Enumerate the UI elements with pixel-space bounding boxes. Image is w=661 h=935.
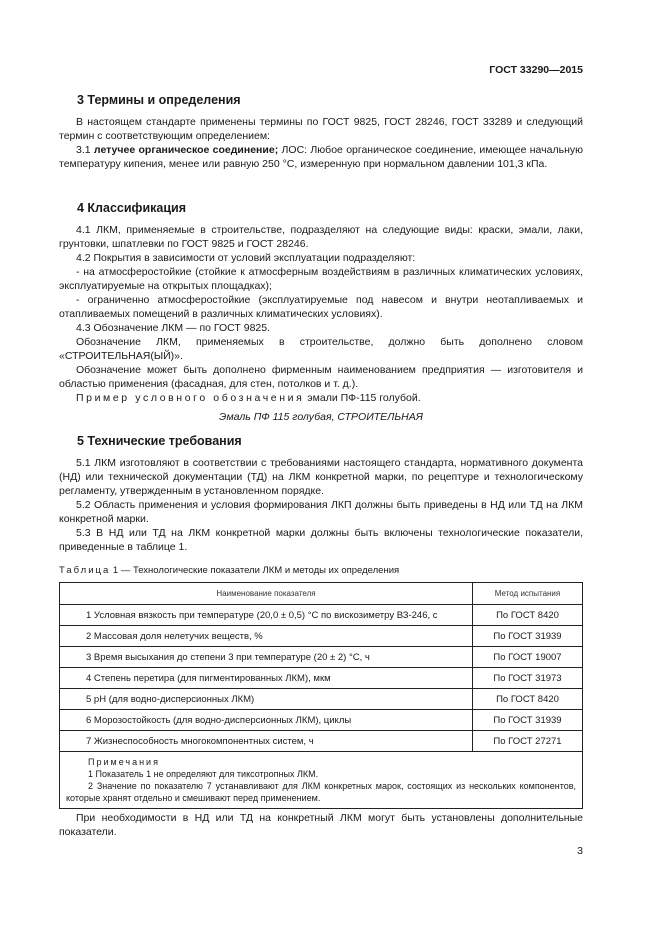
table-row <box>60 647 583 668</box>
s3-term-definition: ЛОС: Любое органическое соединение, имеющее начальную температуру кипения, менее или равную 250 °С, измеренную при нормальном давлении 101,3 кПа. <box>59 144 583 170</box>
page-number: 3 <box>577 845 583 857</box>
s3-term-number: 3.1 <box>76 144 94 156</box>
test-method: По ГОСТ 31939 <box>473 710 583 731</box>
s4-example-intro <box>59 391 583 405</box>
table-caption-title: 1 — Технологические показатели ЛКМ и методы их определения <box>112 565 400 576</box>
table-notes <box>60 752 583 809</box>
s4-paragraph-7: Обозначение может быть дополнено фирменным наименованием предприятия — изготовителя и областью применения (фасадная, для стен, потолков и т. д.). <box>59 364 583 390</box>
final-paragraph: При необходимости в НД или ТД на конкретный ЛКМ могут быть установлены дополнительные показатели. <box>59 812 583 838</box>
s4-paragraph-3: - на атмосферостойкие (стойкие к атмосферным воздействиям в различных климатических условиях, эксплуатируемые на открытых площадках); <box>59 266 583 292</box>
document-code: ГОСТ 33290—2015 <box>489 64 583 76</box>
s4-paragraph-1: 4.1 ЛКМ, применяемые в строительстве, подразделяют на следующие виды: краски, эмали, лаки, грунтовки, шпатлевки по ГОСТ 9825 и ГОСТ 28246. <box>59 224 583 250</box>
test-method: По ГОСТ 8420 <box>473 605 583 626</box>
s5-paragraph-2: 5.2 Область применения и условия формирования ЛКП должны быть приведены в НД или ТД на ЛКМ конкретной марки. <box>59 499 583 525</box>
indicator-name: 7 Жизнеспособность многокомпонентных систем, ч <box>60 731 473 752</box>
s3-paragraph-1: В настоящем стандарте применены термины по ГОСТ 9825, ГОСТ 28246, ГОСТ 33289 и следующий термин с соответствующим определением: <box>59 116 583 142</box>
section-5-body <box>59 456 583 554</box>
s5-paragraph-3: 5.3 В НД или ТД на ЛКМ конкретной марки должны быть включены технологические показатели, приведенные в таблице 1. <box>59 527 583 553</box>
closing-paragraph <box>59 811 583 839</box>
example-label: Пример условного обозначения <box>76 392 305 404</box>
note-2: 2 Значение по показателю 7 устанавливают для ЛКМ конкретных марок, состоящих из нескольких компонентов, которые хранят отдельно и смешивают перед применением. <box>66 781 576 803</box>
s4-paragraph-6: Обозначение ЛКМ, применяемых в строительстве, должно быть дополнено словом «СТРОИТЕЛЬНАЯ(ЫЙ)». <box>59 336 583 362</box>
table-row <box>60 710 583 731</box>
test-method: По ГОСТ 8420 <box>473 689 583 710</box>
s3-paragraph-2 <box>59 143 583 171</box>
section-3-body <box>59 115 583 171</box>
indicators-table <box>59 582 583 809</box>
test-method: По ГОСТ 19007 <box>473 647 583 668</box>
section-4-body <box>59 223 583 424</box>
indicator-name: 6 Морозостойкость (для водно-дисперсионных ЛКМ), циклы <box>60 710 473 731</box>
table-row <box>60 689 583 710</box>
section-4-title: 4 Классификация <box>77 201 187 215</box>
note-1: 1 Показатель 1 не определяют для тиксотропных ЛКМ. <box>88 769 319 779</box>
indicator-name: 3 Время высыхания до степени 3 при температуре (20 ± 2) °С, ч <box>60 647 473 668</box>
notes-title: Примечания <box>88 757 160 767</box>
indicator-name: 1 Условная вязкость при температуре (20,0 ± 0,5) °С по вискозиметру ВЗ-246, с <box>60 605 473 626</box>
s4-paragraph-5: 4.3 Обозначение ЛКМ — по ГОСТ 9825. <box>76 322 271 334</box>
example-designation: Эмаль ПФ 115 голубая, СТРОИТЕЛЬНАЯ <box>219 411 423 423</box>
table-caption-label: Таблица <box>59 565 111 576</box>
s4-paragraph-2: 4.2 Покрытия в зависимости от условий эксплуатации подразделяют: <box>76 252 416 264</box>
section-3-title: 3 Термины и определения <box>77 93 241 107</box>
indicator-name: 5 pH (для водно-дисперсионных ЛКМ) <box>60 689 473 710</box>
s5-paragraph-1: 5.1 ЛКМ изготовляют в соответствии с требованиями настоящего стандарта, нормативного документа (НД) или технической документации (ТД) на ЛКМ конкретной марки, по рецептуре и технологическому регламенту, утвержденным в установленном порядке. <box>59 457 583 497</box>
table-row <box>60 605 583 626</box>
column-header-method: Метод испытания <box>473 583 583 605</box>
table-row <box>60 626 583 647</box>
indicator-name: 4 Степень перетира (для пигментированных ЛКМ), мкм <box>60 668 473 689</box>
table-row <box>60 731 583 752</box>
test-method: По ГОСТ 31939 <box>473 626 583 647</box>
indicator-name: 2 Массовая доля нелетучих веществ, % <box>60 626 473 647</box>
s3-term: летучее органическое соединение; <box>93 144 279 156</box>
test-method: По ГОСТ 27271 <box>473 731 583 752</box>
table-row <box>60 668 583 689</box>
section-5-title: 5 Технические требования <box>77 434 242 448</box>
table-caption <box>59 565 399 576</box>
column-header-indicator: Наименование показателя <box>60 583 473 605</box>
s4-paragraph-4: - ограниченно атмосферостойкие (эксплуатируемые под навесом и внутри неотапливаемых и отапливаемых помещений в различных климатических условиях). <box>59 294 583 320</box>
test-method: По ГОСТ 31973 <box>473 668 583 689</box>
example-intro-text: эмали ПФ-115 голубой. <box>304 392 421 404</box>
